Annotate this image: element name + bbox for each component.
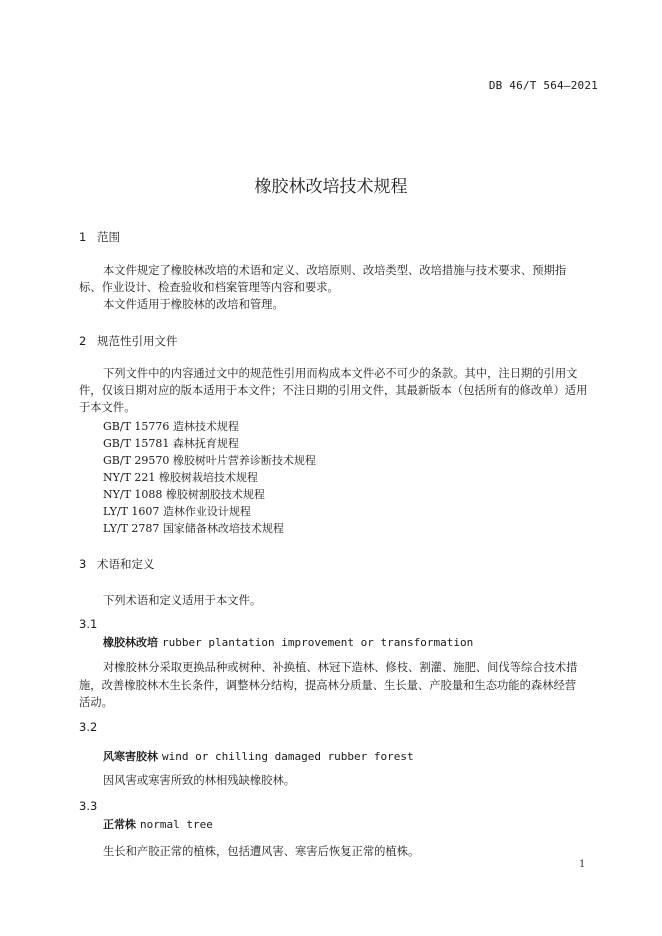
- section-2-line-1: 下列文件中的内容通过文中的规范性引用而构成本文件必不可少的条款。其中，注日期的引用文: [103, 367, 578, 380]
- term-en: normal tree: [140, 818, 213, 831]
- term-zh: 风寒害胶林: [103, 750, 158, 763]
- section-title: 规范性引用文件: [97, 334, 178, 348]
- term-number: 3.2: [79, 720, 98, 734]
- section-number: 2: [79, 334, 87, 348]
- term-definition-line: 因风害或寒害所致的林相残缺橡胶林。: [103, 774, 296, 787]
- term-definition-line: 活动。: [79, 696, 113, 709]
- reference-item: LY/T 1607 造林作业设计规程: [103, 505, 251, 518]
- section-number: 1: [79, 230, 87, 244]
- section-2-line-3: 于本文件。: [79, 401, 136, 414]
- section-title: 范围: [97, 230, 120, 244]
- reference-item: GB/T 15781 森林抚育规程: [103, 437, 239, 450]
- reference-item: NY/T 1088 橡胶树割胶技术规程: [103, 488, 265, 501]
- section-2-heading: [79, 333, 178, 349]
- term-number: 3.1: [79, 617, 98, 631]
- section-3-heading: [79, 556, 155, 572]
- reference-item: NY/T 221 橡胶树栽培技术规程: [103, 471, 258, 484]
- section-title: 术语和定义: [97, 557, 155, 571]
- term-definition-line: 施，改善橡胶林木生长条件，调整林分结构，提高林分质量、生长量、产胶量和生态功能的森林经营: [79, 679, 577, 692]
- reference-item: GB/T 29570 橡胶树叶片营养诊断技术规程: [103, 454, 316, 467]
- section-1-line-1: 本文件规定了橡胶林改培的术语和定义、改培原则、改培类型、改培措施与技术要求、预期指: [103, 264, 567, 277]
- reference-item: GB/T 15776 造林技术规程: [103, 420, 239, 433]
- section-number: 3: [79, 557, 87, 571]
- term-en: rubber plantation improvement or transformation: [162, 636, 474, 649]
- term-definition-line: 对橡胶林分采取更换品种或树种、补换植、林冠下造林、修枝、割灌、施肥、间伐等综合技术措: [103, 661, 578, 674]
- term-heading: [103, 634, 473, 650]
- term-en: wind or chilling damaged rubber forest: [162, 750, 414, 763]
- term-definition-line: 生长和产胶正常的植株，包括遭风害、寒害后恢复正常的植株。: [103, 845, 420, 858]
- reference-item: LY/T 2787 国家储备林改培技术规程: [103, 522, 284, 535]
- term-heading: [103, 748, 414, 764]
- page-number: 1: [579, 859, 586, 870]
- term-heading: [103, 816, 213, 832]
- doc-code: DB 46/T 564—2021: [488, 79, 598, 92]
- document-title: 橡胶林改培技术规程: [254, 177, 408, 197]
- term-number: 3.3: [79, 799, 98, 813]
- term-zh: 正常株: [103, 818, 136, 831]
- term-zh: 橡胶林改培: [103, 636, 158, 649]
- section-1-line-3: 本文件适用于橡胶林的改培和管理。: [103, 298, 284, 311]
- section-1-line-2: 标、作业设计、检查验收和档案管理等内容和要求。: [79, 281, 339, 294]
- section-1-heading: [79, 229, 120, 245]
- section-2-line-2: 件，仅该日期对应的版本适用于本文件；不注日期的引用文件，其最新版本（包括所有的修改单）适用: [79, 384, 588, 397]
- section-3-line-1: 下列术语和定义适用于本文件。: [103, 594, 262, 607]
